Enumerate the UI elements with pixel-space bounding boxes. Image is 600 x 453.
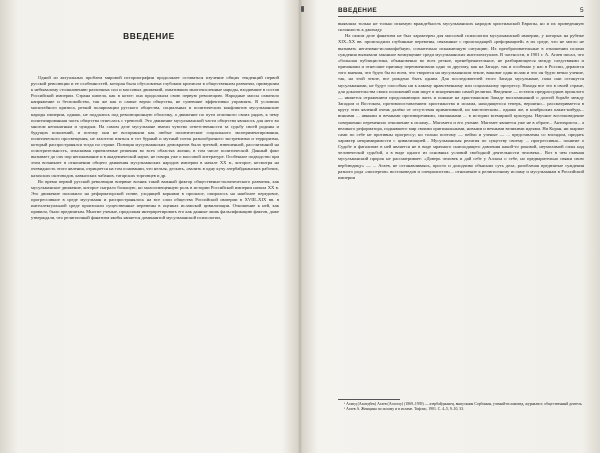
running-head — [338, 7, 584, 14]
footnote: ¹ Ахмед (Ахмедбек) Агаев (Агаоглу) (1869–1939) — азербайджанец, выпускник Сорбонны, ученый-исламовед, журналист, общественный деятель. — [344, 402, 583, 406]
footnote-rule — [338, 399, 400, 400]
chapter-title: ВВЕДЕНИЕ — [123, 31, 175, 41]
footnote: ² Агаев А. Женщина по исламу и в исламе. Тифлис, 1901. С. 4–5, 9–10, 33. — [344, 407, 465, 411]
footnotes — [338, 402, 584, 412]
running-head-title: ВВЕДЕНИЕ — [338, 7, 377, 14]
paragraph: Одной из актуальных проблем мировой историографии продолжает оставаться изучение общих тенденций первой русской революции и ее особенностей, которая была обусловлена глубоким кризисом в общественном развитии, приведшим к небывалому столкновению различных сил и массовых движений, охвативших многочисленные народы, входившие в состав Российской империи. Страна кипела, как в котле: она продолжала свою первую революцию. Народные массы охватило напряжение и беспокойство, так же как и самые верхи общества, не сумевшие эффективно управлять. В условиях масштабного кризиса, резкой поляризации русского общества, социальных и политических конфликтов мусульманские народы империи, однако, не поддались под революционную оболочку, а движение по пути отличного своих рядов, к чему политизированная часть общества отнеслась с тревогой. Это движение мусульманской части общества являлось для него во многом непонятным и чуждым. На самом деле мусульмане имели чувство ответственности за судьбу своей родины и будущих поколений, и потому они не восприняли как любые политические социального экспериментирования, политического просвещения, не захотели взяться в тот бурный и мутный поток разнообразного экстремизма и терроризма, который распространялся тогда по стране. Позиция мусульманских демократов была трезвой, взвешенной, рассчитанной на осмотрительность, изыскивая приемлемые решения во всех областях жизни, в том числе политической. Данный факт вызывает до сих пор непонимание и в академической науке, не говоря уже о массовой литературе. Особенное подводство при этом возникает в отношении общего движения мусульманских народов империи в начале XX в., которое, несмотря на очевидность этого явления, отрицается на том основании, что нельзя, дескать, «валить в одну кучу азербайджанских рабочих, казахских скотоводов, кавказских чабанов, татарских торговцев и др. — [31, 75, 279, 178]
page-number: 5 — [580, 7, 584, 14]
left-page — [0, 0, 298, 453]
right-page-body — [338, 21, 584, 181]
header-rule — [338, 16, 584, 17]
gutter-mark — [301, 6, 304, 12]
paragraph: На самом деле фанатизм не был характерен для массовой психологии мусульманской империи, у которых на рубеже XIX–XX вв. происходили глубинные перемены, связанные с происходящей «реформацией» в их среде, что не могло не вызывать негативно-исламофобную, сознательно искажающую ситуацию. Их преобразовательные в отношении ислама суждения вызывали законное возмущение среди мусульманских интеллектуалов. В частности, в 1901 г. А. Агаев писал, что «большая публицистика, обыкновенно во всех резкое, пренебрежительное, не разбирающееся между следствиями и причинами и отнесшие причину переименовали одно за другому, как на Западе, так и особенно у нас в России, держится того мнения, что будто бы во всем, что творится на мусульманском земле, виноват один ислам и что он будто вечно учение, так, на этой земле, все рождено быть одним. Для последователей этого Запада мусульмане, пока они останутся мусульманами, не будут способны ни к какому нравственному или социальному прогрессу. Находя все это в своей стране, для доказательства своих положений они ищут в искоренении самой религии. Введение — остаток предрассудков прошлого — является отражением продолжающих жить и поныне на христианском Западе воспоминаний о долгой борьбе между Западом и Востоком, противопоставлением христианства и ислама, находящегося теперь, вероятно... рассматривается в кругу этих явлений очень далёко от отсутствия примитивной, но мистическим... однако же, в ноябрьских каких-нибудь... всякими ... явными и вечными противоречиями, связанными ... в истории всемирной культуры. Научное востоковедение совершенно переменило отношение к исламу... Магомета и его учение. Магомет является уже не в образе... Антихриста... а великого реформатора, поднявшего мир своими оригинальными, новыми и вечными великими идеями. Ни Коран, ни шариат сами по себе не противны прогрессу; но только поэтому — пейхи и ученые — ... представлены со взглядом, придать характер непримиримости с цивилизацией... Мусульманская религия по существу своему ... прогрессивна... понятие о Судьбе и фатализме в ней является не в виде мрачного снисходящего давления какой-то роковой, неумолимой силы над человеческой судьбой, а в виде одного из основных условий свободной деятельности человека... Вот в чем главная мусульманский пророк не рассматривает: «Доверь человек и дай себе у Аллаха о себе, но предварительно свяжи свою верблюдицу» — ... Агаев, не останавливаясь, просто и доходчиво объяснил суть дела, разоблачая предвзятые суждения разного рода «экспертов» востоковедов и специалистов»... отношение к религиозному исламу и мусульманам в Российской империи — [338, 33, 584, 180]
right-page — [302, 0, 600, 453]
left-page-body — [31, 75, 279, 221]
paragraph: Во время первой русской революции впервые возник такой важный фактор общественно-политического развития, как мусульманское движение, которое сыграло большую, но малоосвещенную роль в истории Российской империи начала XX в. Это движение положило на реформаторской почве, уходящей корнями в прошлое, опиралось на наиболее передовое, прогрессивное в среде мусульман и распространялось на все слои общества Российской империи в XVIII–XIX вв. в интеллектуальной среде произошли существенные перемены в оценках исламской цивилизации. Отношение к ней, как правило, было предвзятым. Многие ученые, продолжая интерпретировать его как данные лишь фальсификацию фактов, даже утверждали, что религиозный фанатизм якобы является доминантой мусульманской психологии, — [31, 178, 279, 221]
paragraph: выявляла только не только искомую враждебность мусульманских народов христианской Европы, но и их проведенную склонность к джихаду. — [338, 21, 584, 33]
